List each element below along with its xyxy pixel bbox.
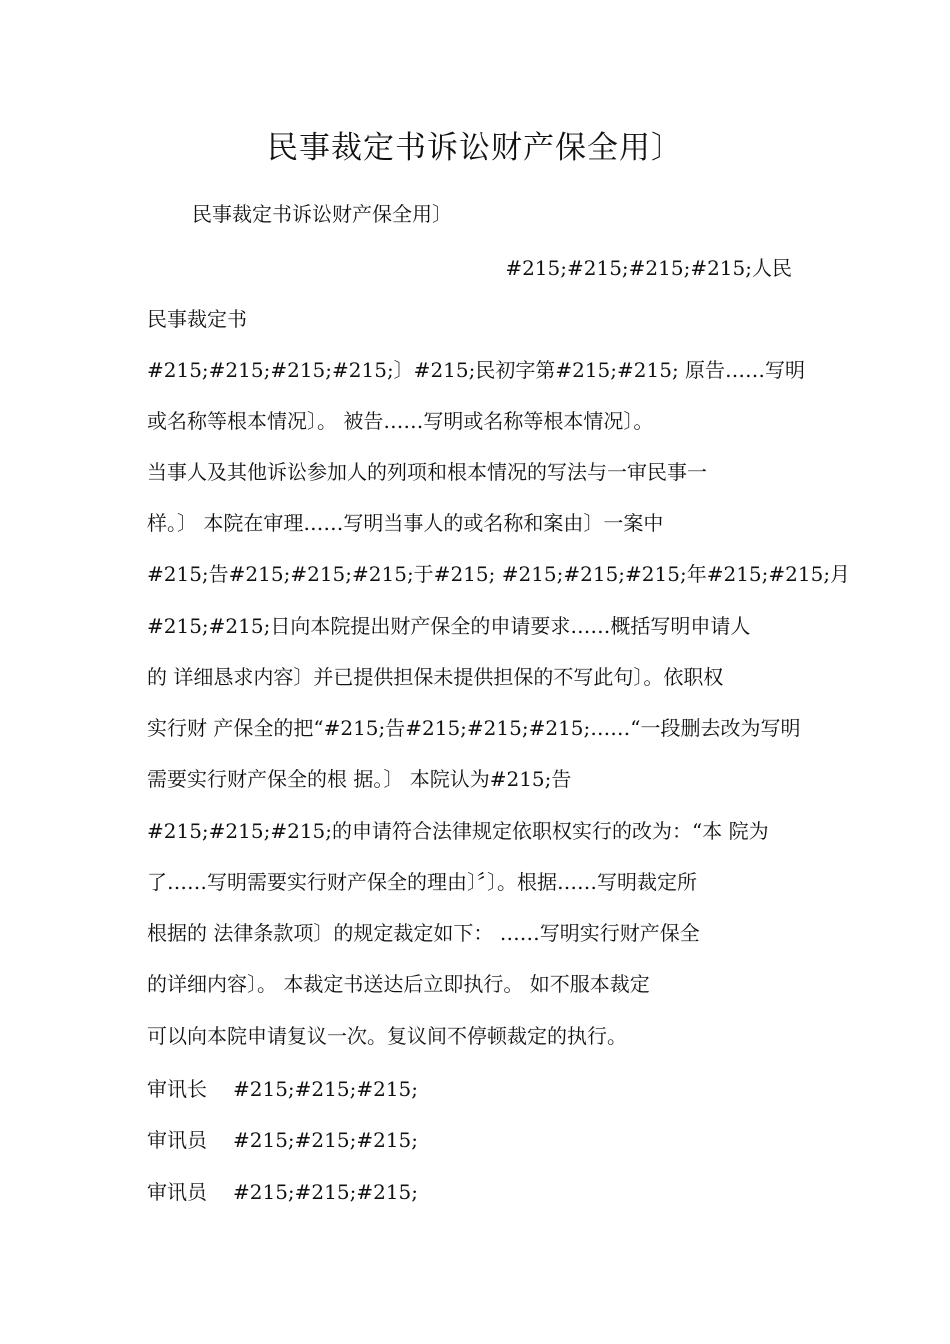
body-line: #215;#215;#215;的申请符合法律规定依职权实行的改为：“本 院为 (147, 819, 769, 843)
body-line: 需要实行财产保全的根 据。〕 本院认为#215;告 (147, 767, 572, 791)
document-title: 民事裁定书诉讼财产保全用〕 (267, 130, 683, 166)
document-subtitle: 民事裁定书诉讼财产保全用〕 (192, 202, 452, 226)
body-line: 根据的 法律条款项〕的规定裁定如下： ……写明实行财产保全 (147, 921, 700, 945)
signature-line (147, 1077, 418, 1101)
body-line: 了……写明需要实行财产保全的理由〕〞〕。根据……写明裁定所 (147, 870, 697, 894)
signature-role: 审讯员 (147, 1128, 207, 1152)
signature-role: 审讯长 (147, 1077, 207, 1101)
signature-role: 审讯员 (147, 1180, 207, 1204)
court-line: #215;#215;#215;#215;人民 (505, 256, 792, 280)
body-line: #215;#215;日向本院提出财产保全的申请要求……概括写明申请人 (147, 614, 751, 638)
signature-name: #215;#215;#215; (233, 1077, 419, 1101)
ruling-heading: 民事裁定书 (147, 307, 247, 331)
body-line: 样。〕 本院在审理……写明当事人的或名称和案由〕一案中 (147, 511, 664, 535)
body-line: 实行财 产保全的把“#215;告#215;#215;#215;……“一段删去改为写明 (147, 716, 801, 740)
signature-line (147, 1180, 418, 1204)
body-line: 的 详细恳求内容〕并已提供担保未提供担保的不写此句〕。依职权 (147, 665, 724, 689)
signature-line (147, 1128, 418, 1152)
signature-name: #215;#215;#215; (233, 1180, 419, 1204)
body-line: 或名称等根本情况〕。 被告……写明或名称等根本情况〕。 (147, 409, 654, 433)
body-line: 可以向本院申请复议一次。复议间不停顿裁定的执行。 (147, 1024, 627, 1048)
signature-name: #215;#215;#215; (233, 1128, 419, 1152)
body-line: #215;#215;#215;#215;〕#215;民初字第#215;#215; 原告……写明 (147, 358, 806, 382)
body-line: 当事人及其他诉讼参加人的列项和根本情况的写法与一审民事一 (147, 460, 707, 484)
body-line: 的详细内容〕。 本裁定书送达后立即执行。 如不服本裁定 (147, 972, 650, 996)
body-line: #215;告#215;#215;#215;于#215; #215;#215;#215;年#215;#215;月 (147, 562, 851, 586)
